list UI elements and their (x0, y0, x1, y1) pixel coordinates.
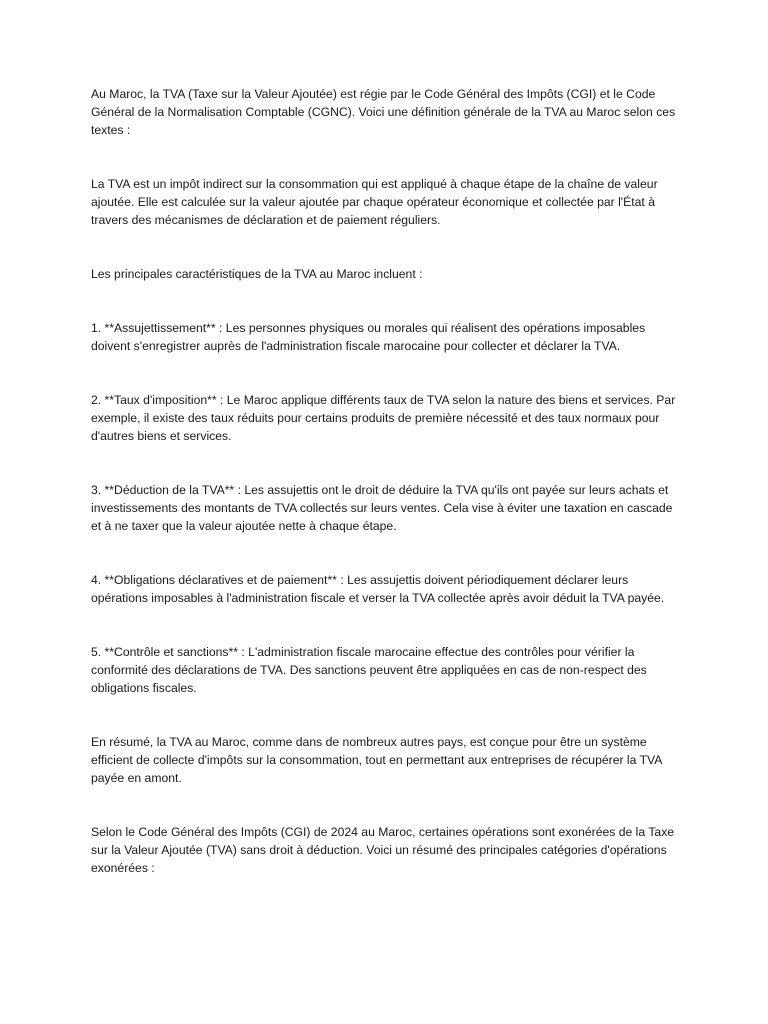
list-item-controle: 5. **Contrôle et sanctions** : L'administration fiscale marocaine effectue des contrôles pour vérifier la conformité des déclarations de TVA. Des sanctions peuvent être appliquées en cas de non-respect des obligations fiscales. (91, 645, 647, 695)
list-item-obligations: 4. **Obligations déclaratives et de paiement** : Les assujettis doivent périodiquement déclarer leurs opérations imposables à l'administration fiscale et verser la TVA collectée après avoir déduit la TVA payée. (91, 573, 665, 605)
characteristics-heading: Les principales caractéristiques de la TVA au Maroc incluent : (91, 267, 423, 281)
definition-paragraph: La TVA est un impôt indirect sur la consommation qui est appliqué à chaque étape de la chaîne de valeur ajoutée. Elle est calculée sur la valeur ajoutée par chaque opérateur économique et collectée par l'État à travers des mécanismes de déclaration et de paiement réguliers. (91, 177, 658, 227)
list-item-assujettissement: 1. **Assujettissement** : Les personnes physiques ou morales qui réalisent des opérations imposables doivent s'enregistrer auprès de l'administration fiscale marocaine pour collecter et déclarer la TVA. (91, 321, 646, 353)
intro-paragraph: Au Maroc, la TVA (Taxe sur la Valeur Ajoutée) est régie par le Code Général des Impôts (CGI) et le Code Général de la Normalisation Comptable (CGNC). Voici une définition générale de la TVA au Maroc selon ces textes : (91, 87, 676, 137)
document-body (91, 85, 681, 877)
list-item-taux-imposition: 2. **Taux d'imposition** : Le Maroc applique différents taux de TVA selon la nature des biens et services. Par exemple, il existe des taux réduits pour certains produits de première nécessité et des taux normaux pour d'autres biens et services. (91, 393, 676, 443)
exemptions-paragraph: Selon le Code Général des Impôts (CGI) de 2024 au Maroc, certaines opérations sont exonérées de la Taxe sur la Valeur Ajoutée (TVA) sans droit à déduction. Voici un résumé des principales catégories d'opérations exonérées : (91, 825, 675, 875)
summary-paragraph: En résumé, la TVA au Maroc, comme dans de nombreux autres pays, est conçue pour être un système efficient de collecte d'impôts sur la consommation, tout en permettant aux entreprises de récupérer la TVA payée en amont. (91, 735, 662, 785)
list-item-deduction: 3. **Déduction de la TVA** : Les assujettis ont le droit de déduire la TVA qu'ils ont payée sur leurs achats et investissements des montants de TVA collectés sur leurs ventes. Cela vise à éviter une taxation en cascade et à ne taxer que la valeur ajoutée nette à chaque étape. (91, 483, 673, 533)
